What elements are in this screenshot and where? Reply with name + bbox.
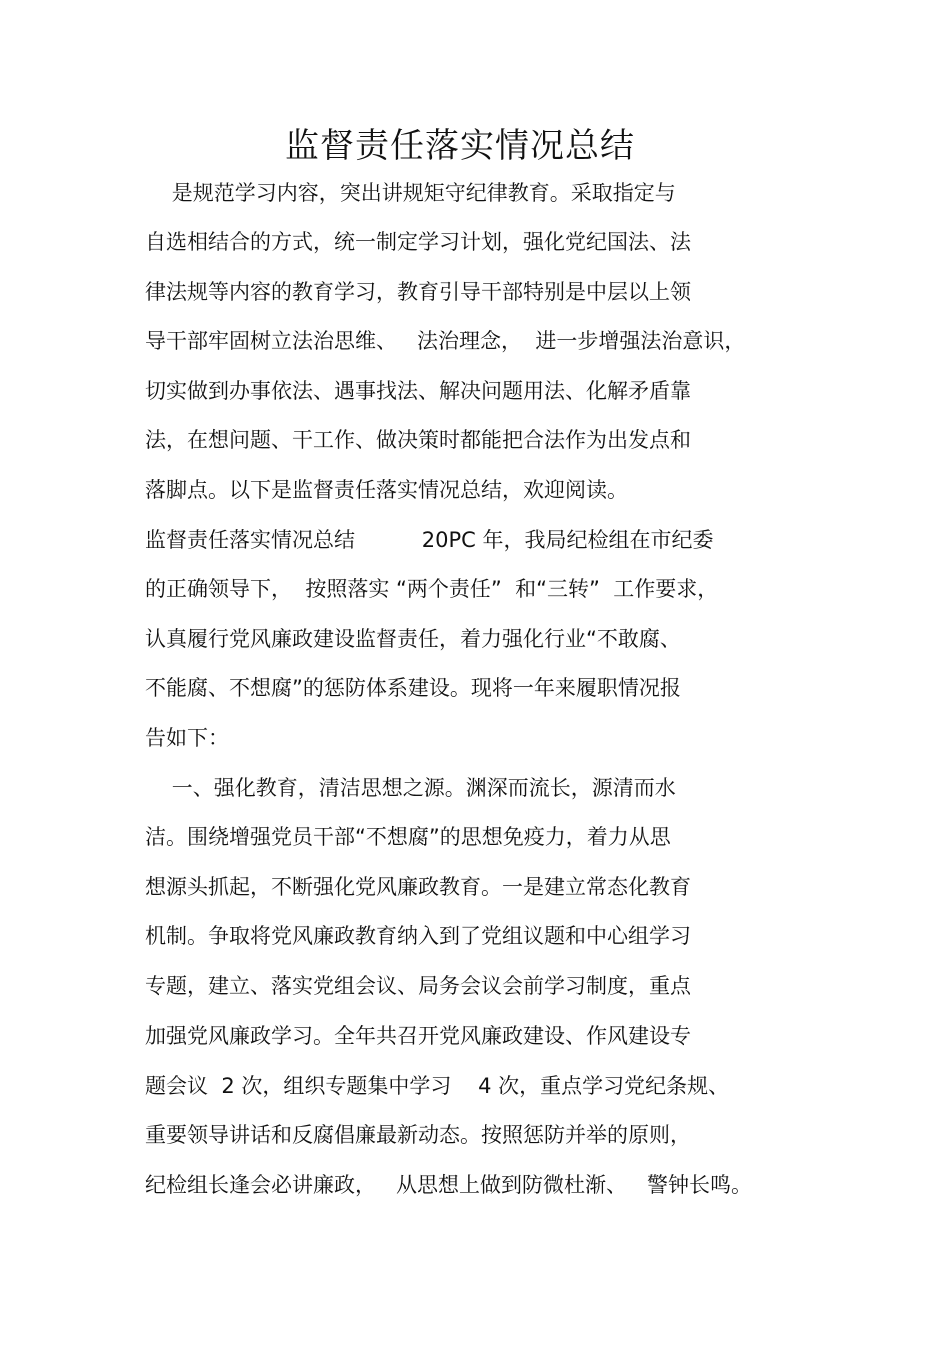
paragraph-line: 一、强化教育，清洁思想之源。渊深而流长，源清而水 bbox=[145, 776, 676, 800]
paragraph-line: 导干部牢固树立法治思维、 法治理念， 进一步增强法治意识， bbox=[145, 329, 746, 353]
paragraph-line: 自选相结合的方式，统一制定学习计划，强化党纪国法、法 bbox=[145, 230, 691, 254]
paragraph-line: 纪检组长逢会必讲廉政， 从思想上做到防微杜渐、 警钟长鸣。 bbox=[145, 1173, 753, 1197]
paragraph-line: 洁。围绕增强党员干部“不想腐”的思想免疫力，着力从思 bbox=[145, 825, 671, 849]
document-title: 监督责任落实情况总结 bbox=[285, 126, 635, 166]
paragraph-line: 的正确领导下， 按照落实 “两个责任” 和“三转” 工作要求， bbox=[145, 577, 719, 601]
paragraph-line: 专题，建立、落实党组会议、局务会议会前学习制度，重点 bbox=[145, 974, 691, 998]
paragraph-line: 切实做到办事依法、遇事找法、解决问题用法、化解矛盾靠 bbox=[145, 379, 691, 403]
paragraph-line: 落脚点。以下是监督责任落实情况总结，欢迎阅读。 bbox=[145, 478, 628, 502]
paragraph-line: 机制。争取将党风廉政教育纳入到了党组议题和中心组学习 bbox=[145, 924, 691, 948]
paragraph-line: 重要领导讲话和反腐倡廉最新动态。按照惩防并举的原则， bbox=[145, 1123, 691, 1147]
paragraph-line: 不能腐、不想腐”的惩防体系建设。现将一年来履职情况报 bbox=[145, 676, 681, 700]
paragraph-line: 律法规等内容的教育学习，教育引导干部特别是中层以上领 bbox=[145, 280, 691, 304]
paragraph-line: 告如下： bbox=[145, 726, 229, 750]
paragraph-line: 监督责任落实情况总结 20PC 年，我局纪检组在市纪委 bbox=[145, 528, 714, 552]
paragraph-line: 想源头抓起，不断强化党风廉政教育。一是建立常态化教育 bbox=[145, 875, 691, 899]
paragraph-line: 认真履行党风廉政建设监督责任，着力强化行业“不敢腐、 bbox=[145, 627, 681, 651]
paragraph-line: 加强党风廉政学习。全年共召开党风廉政建设、作风建设专 bbox=[145, 1024, 691, 1048]
paragraph-line: 题会议 2 次，组织专题集中学习 4 次，重点学习党纪条规、 bbox=[145, 1074, 730, 1098]
paragraph-line: 是规范学习内容，突出讲规矩守纪律教育。采取指定与 bbox=[145, 181, 676, 205]
paragraph-line: 法，在想问题、干工作、做决策时都能把合法作为出发点和 bbox=[145, 428, 691, 452]
